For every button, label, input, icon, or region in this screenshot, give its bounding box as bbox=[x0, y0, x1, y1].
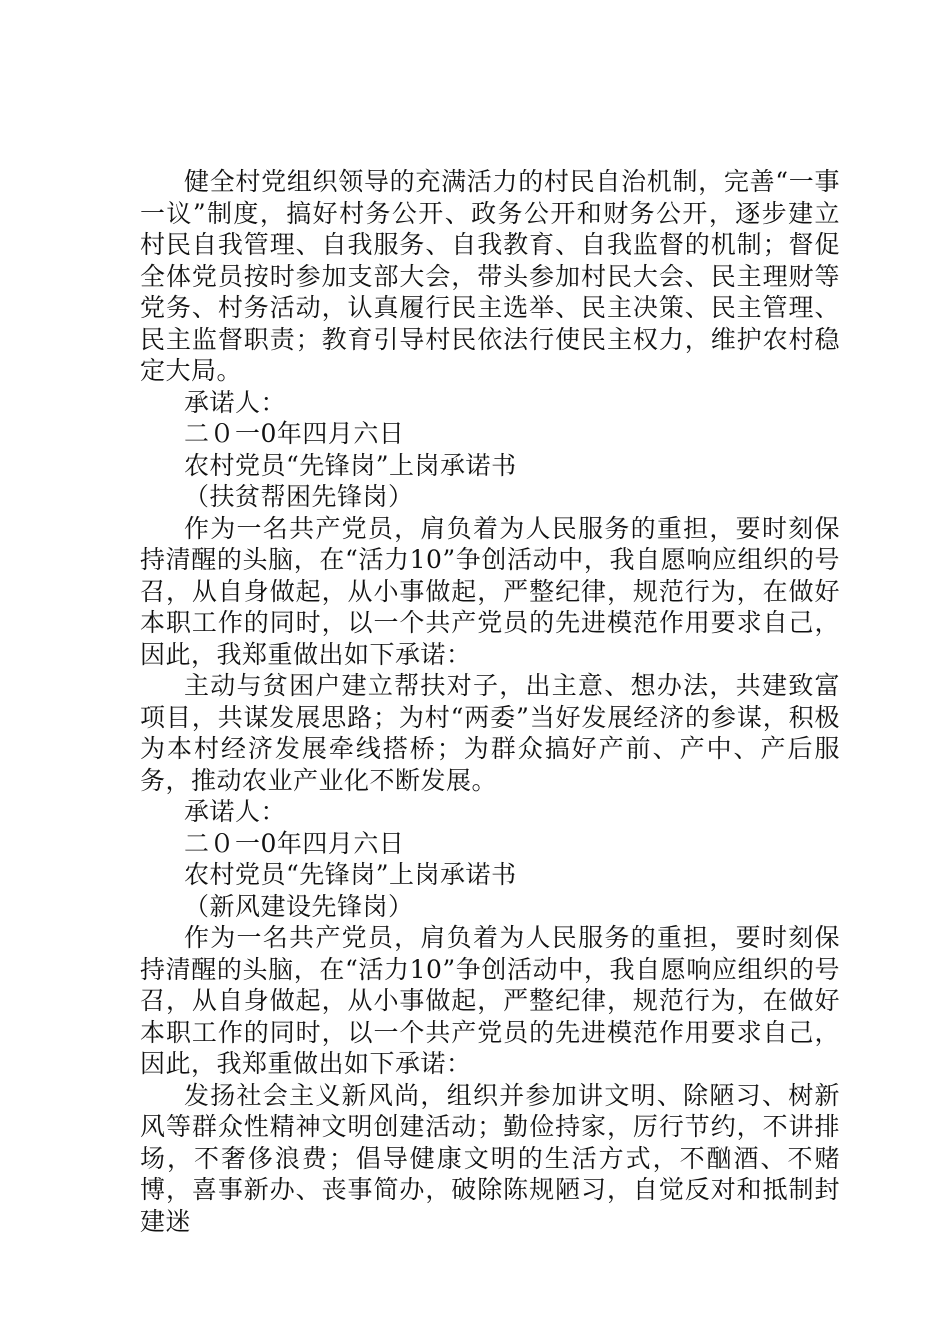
paragraph-intro: 作为一名共产党员，肩负着为人民服务的重担，要时刻保持清醒的头脑，在“活力10”争创活动中，我自愿响应组织的号召，从自身做起，从小事做起，严整纪律，规范行为，在做好本职工作的同时，以一个共产党员的先进模范作用要求自己，因此，我郑重做出如下承诺： bbox=[140, 513, 840, 669]
date-line: 二０一0年四月六日 bbox=[184, 828, 405, 858]
paragraph-new-customs: 发扬社会主义新风尚，组织并参加讲文明、除陋习、树新风等群众性精神文明创建活动；勤俭持家，厉行节约，不讲排场，不奢侈浪费；倡导健康文明的生活方式，不酗酒、不赌博，喜事新办、丧事简办，破除陈规陋习，自觉反对和抵制封建迷 bbox=[140, 1080, 840, 1236]
signer-label: 承诺人： bbox=[184, 797, 287, 826]
document-body bbox=[140, 166, 840, 1237]
paragraph-self-governance: 健全村党组织领导的充满活力的村民自治机制，完善“一事一议”制度，搞好村务公开、政务公开和财务公开，逐步建立村民自我管理、自我服务、自我教育、自我监督的机制；督促全体党员按时参加支部大会，带头参加村民大会、民主理财等党务、村务活动，认真履行民主选举、民主决策、民主管理、民主监督职责；教育引导村民依法行使民主权力，维护农村稳定大局。 bbox=[140, 167, 840, 385]
section-title: 农村党员“先锋岗”上岗承诺书 bbox=[184, 860, 517, 889]
paragraph-poverty-aid: 主动与贫困户建立帮扶对子，出主意、想办法，共建致富项目，共谋发展思路；为村“两委”当好发展经济的参谋，积极为本村经济发展牵线搭桥；为群众搞好产前、产中、产后服务，推动农业产业化不断发展。 bbox=[140, 671, 840, 795]
paragraph-intro: 作为一名共产党员，肩负着为人民服务的重担，要时刻保持清醒的头脑，在“活力10”争创活动中，我自愿响应组织的号召，从自身做起，从小事做起，严整纪律，规范行为，在做好本职工作的同时，以一个共产党员的先进模范作用要求自己，因此，我郑重做出如下承诺： bbox=[140, 923, 840, 1078]
section-subtitle: （新风建设先锋岗） bbox=[184, 891, 414, 921]
signer-label: 承诺人： bbox=[184, 387, 287, 417]
section-subtitle: （扶贫帮困先锋岗） bbox=[184, 482, 414, 511]
date-line: 二０一0年四月六日 bbox=[184, 419, 405, 448]
section-title: 农村党员“先锋岗”上岗承诺书 bbox=[184, 450, 517, 480]
